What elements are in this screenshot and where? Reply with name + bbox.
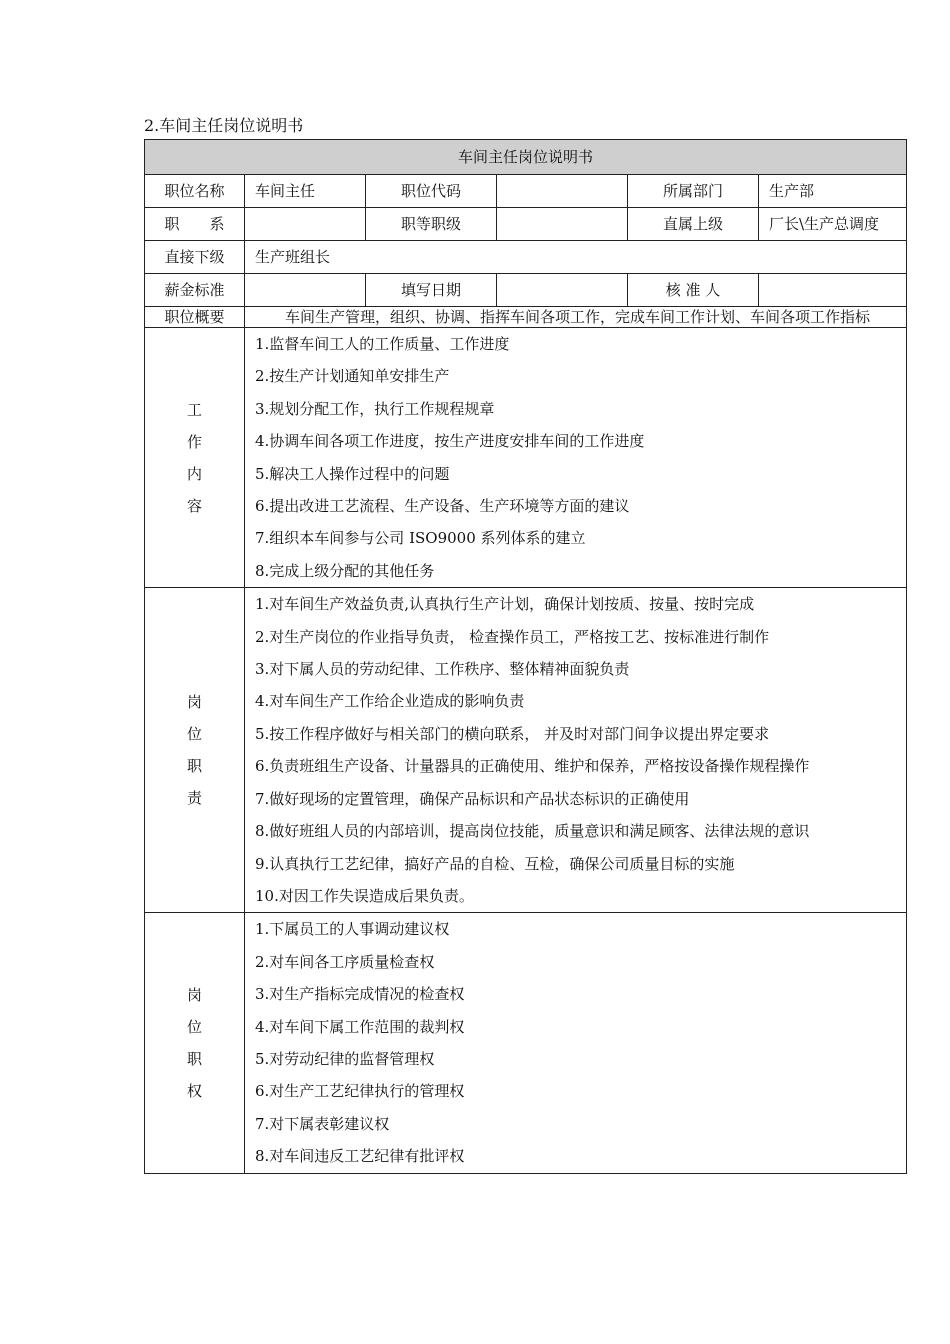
table-row	[145, 913, 907, 1173]
summary-label: 职位概要	[145, 307, 245, 328]
position-name-label: 职位名称	[145, 175, 245, 208]
authority-label-char: 位	[186, 1017, 202, 1036]
list-item: 5.对劳动纪律的监督管理权	[255, 1049, 435, 1068]
salary-standard-label: 薪金标准	[145, 274, 245, 307]
fill-date-value	[497, 274, 628, 307]
list-item: 7.对下属表彰建议权	[255, 1114, 390, 1133]
work-content-list	[245, 328, 907, 588]
work-content-label-char: 容	[186, 496, 202, 515]
department-label: 所属部门	[628, 175, 759, 208]
list-item: 4.协调车间各项工作进度，按生产进度安排车间的工作进度	[255, 432, 645, 451]
work-content-label	[145, 328, 245, 588]
list-item: 2.对生产岗位的作业指导负责， 检查操作员工，严格按工艺、按标准进行制作	[255, 627, 770, 646]
summary-cell	[245, 307, 907, 328]
authority-label	[145, 913, 245, 1173]
position-code-label: 职位代码	[366, 175, 497, 208]
responsibilities-label-char: 职	[186, 757, 202, 776]
summary-text: 车间生产管理，组织、协调、指挥车间各项工作，完成车间工作计划、车间各项工作指标	[285, 308, 871, 326]
table-row	[145, 274, 907, 307]
grade-label: 职等职级	[366, 208, 497, 241]
table-row	[145, 175, 907, 208]
authority-label-char: 岗	[186, 985, 202, 1004]
list-item: 7.做好现场的定置管理，确保产品标识和产品状态标识的正确使用	[255, 789, 690, 808]
table-row	[145, 588, 907, 913]
authority-label-char: 权	[186, 1081, 202, 1100]
list-item: 1.对车间生产效益负责,认真执行生产计划，确保计划按质、按量、按时完成	[255, 595, 755, 614]
responsibilities-label-char: 岗	[186, 693, 202, 712]
responsibilities-label-char: 位	[186, 725, 202, 744]
authority-label-char: 职	[186, 1049, 202, 1068]
fill-date-label: 填写日期	[366, 274, 497, 307]
job-family-value	[245, 208, 366, 241]
list-item: 4.对车间下属工作范围的裁判权	[255, 1017, 465, 1036]
table-row	[145, 307, 907, 328]
table-row	[145, 241, 907, 274]
list-item: 2.对车间各工序质量检查权	[255, 952, 435, 971]
list-item: 1.监督车间工人的工作质量、工作进度	[255, 335, 510, 353]
responsibilities-list	[245, 588, 907, 913]
list-item: 2.按生产计划通知单安排生产	[255, 367, 450, 386]
list-item: 3.对生产指标完成情况的检查权	[255, 985, 465, 1004]
list-item: 1.下属员工的人事调动建议权	[255, 920, 450, 939]
responsibilities-label	[145, 588, 245, 913]
salary-standard-value	[245, 274, 366, 307]
work-content-label-char: 作	[186, 432, 202, 451]
list-item: 6.对生产工艺纪律执行的管理权	[255, 1082, 465, 1101]
table-row	[145, 328, 907, 588]
list-item: 9.认真执行工艺纪律，搞好产品的自检、互检，确保公司质量目标的实施	[255, 854, 735, 873]
list-item: 8.做好班组人员的内部培训，提高岗位技能，质量意识和满足顾客、法律法规的意识	[255, 822, 810, 841]
job-description-table	[144, 139, 907, 1174]
job-family-label: 职 系	[145, 208, 245, 241]
table-header: 车间主任岗位说明书	[145, 140, 907, 175]
work-content-label-char: 工	[186, 400, 202, 419]
responsibilities-label-char: 责	[186, 789, 202, 808]
work-content-label-char: 内	[186, 464, 202, 483]
list-item: 3.对下属人员的劳动纪律、工作秩序、整体精神面貌负责	[255, 660, 630, 679]
list-item: 5.解决工人操作过程中的问题	[255, 464, 450, 483]
authority-list	[245, 913, 907, 1173]
position-code-value	[497, 175, 628, 208]
list-item: 5.按工作程序做好与相关部门的横向联系， 并及时对部门间争议提出界定要求	[255, 724, 770, 743]
list-item: 3.规划分配工作，执行工作规程规章	[255, 399, 495, 418]
approver-label: 核 准 人	[628, 274, 759, 307]
list-item: 10.对因工作失误造成后果负责。	[255, 886, 474, 905]
list-item: 6.提出改进工艺流程、生产设备、生产环境等方面的建议	[255, 497, 630, 516]
department-value: 生产部	[759, 175, 907, 208]
grade-value	[497, 208, 628, 241]
list-item: 4.对车间生产工作给企业造成的影响负责	[255, 692, 525, 711]
table-row	[145, 208, 907, 241]
direct-superior-label: 直属上级	[628, 208, 759, 241]
direct-subordinate-label: 直接下级	[145, 241, 245, 274]
approver-value	[759, 274, 907, 307]
list-item: 8.完成上级分配的其他任务	[255, 561, 435, 580]
list-item: 6.负责班组生产设备、计量器具的正确使用、维护和保养，严格按设备操作规程操作	[255, 757, 810, 776]
position-name-value: 车间主任	[245, 175, 366, 208]
document-title: 2.车间主任岗位说明书	[144, 116, 304, 135]
direct-superior-value: 厂长\生产总调度	[759, 208, 907, 241]
list-item: 7.组织本车间参与公司 ISO9000 系列体系的建立	[255, 529, 586, 548]
list-item: 8.对车间违反工艺纪律有批评权	[255, 1147, 465, 1166]
direct-subordinate-value: 生产班组长	[245, 241, 907, 274]
